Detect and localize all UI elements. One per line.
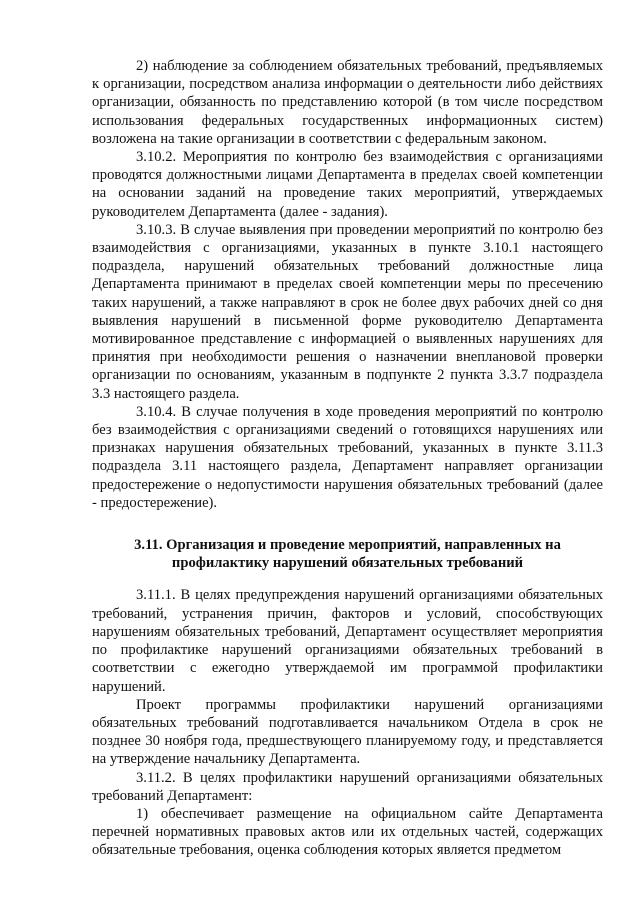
paragraph-program-draft: Проект программы профилактики нарушений организациями обязательных требований подготавливается начальником Отдела в срок не позднее 30 ноября года, предшествующего планируемому году, и представляется на утверждение начальнику Департамента. <box>92 696 603 768</box>
paragraph-3-10-4: 3.10.4. В случае получения в ходе проведения мероприятий по контролю без взаимодействия с организациями сведений о готовящихся нарушениях или признаках нарушения обязательных требований, указанных в пункте 3.11.3 подраздела 3.11 настоящего раздела, Департамент направляет организации предостережение о недопустимости нарушения обязательных требований (далее - предостережение). <box>92 403 603 511</box>
paragraph-item-1: 1) обеспечивает размещение на официальном сайте Департамента перечней нормативных правовых актов или их отдельных частей, содержащих обязательные требования, оценка соблюдения которых является предметом <box>92 805 603 859</box>
document-page <box>92 57 603 860</box>
section-heading-line-1: 3.11. Организация и проведение мероприятий, направленных на <box>134 537 561 554</box>
paragraph-3-10-3: 3.10.3. В случае выявления при проведении мероприятий по контролю без взаимодействия с организациями, указанных в пункте 3.10.1 настоящего подраздела, нарушений обязательных требований должностные лица Департамента принимают в пределах своей компетенции меры по пресечению таких нарушений, а также направляют в срок не более двух рабочих дней со дня выявления нарушений в письменной форме руководителю Департамента мотивированное представление с информацией о выявленных нарушениях для принятия при необходимости решения о назначении внеплановой проверки организации по основаниям, указанным в подпункте 2 пункта 3.3.7 подраздела 3.3 настоящего раздела. <box>92 221 603 402</box>
paragraph-observation: 2) наблюдение за соблюдением обязательных требований, предъявляемых к организации, посредством анализа информации о деятельности либо действиях организации, обязанность по представлению которой (в том числе посредством использования федеральных государственных информационных систем) возложена на такие организации в соответствии с федеральным законом. <box>92 58 603 147</box>
paragraph-3-11-1: 3.11.1. В целях предупреждения нарушений организациями обязательных требований, устранения причин, факторов и условий, способствующих нарушениям обязательных требований, Департамент осуществляет мероприятия по профилактике нарушений организациями обязательных требований в соответствии с ежегодно утверждаемой им программой профилактики нарушений. <box>92 587 603 695</box>
section-heading-3-11 <box>92 536 603 572</box>
section-heading-line-2: профилактику нарушений обязательных требований <box>171 555 524 572</box>
paragraph-3-11-2: 3.11.2. В целях профилактики нарушений организациями обязательных требований Департамент: <box>92 769 603 804</box>
paragraph-3-10-2: 3.10.2. Мероприятия по контролю без взаимодействия с организациями проводятся должностными лицами Департамента в пределах своей компетенции на основании заданий на проведение таких мероприятий, утверждаемых руководителем Департамента (далее - задания). <box>92 149 603 220</box>
